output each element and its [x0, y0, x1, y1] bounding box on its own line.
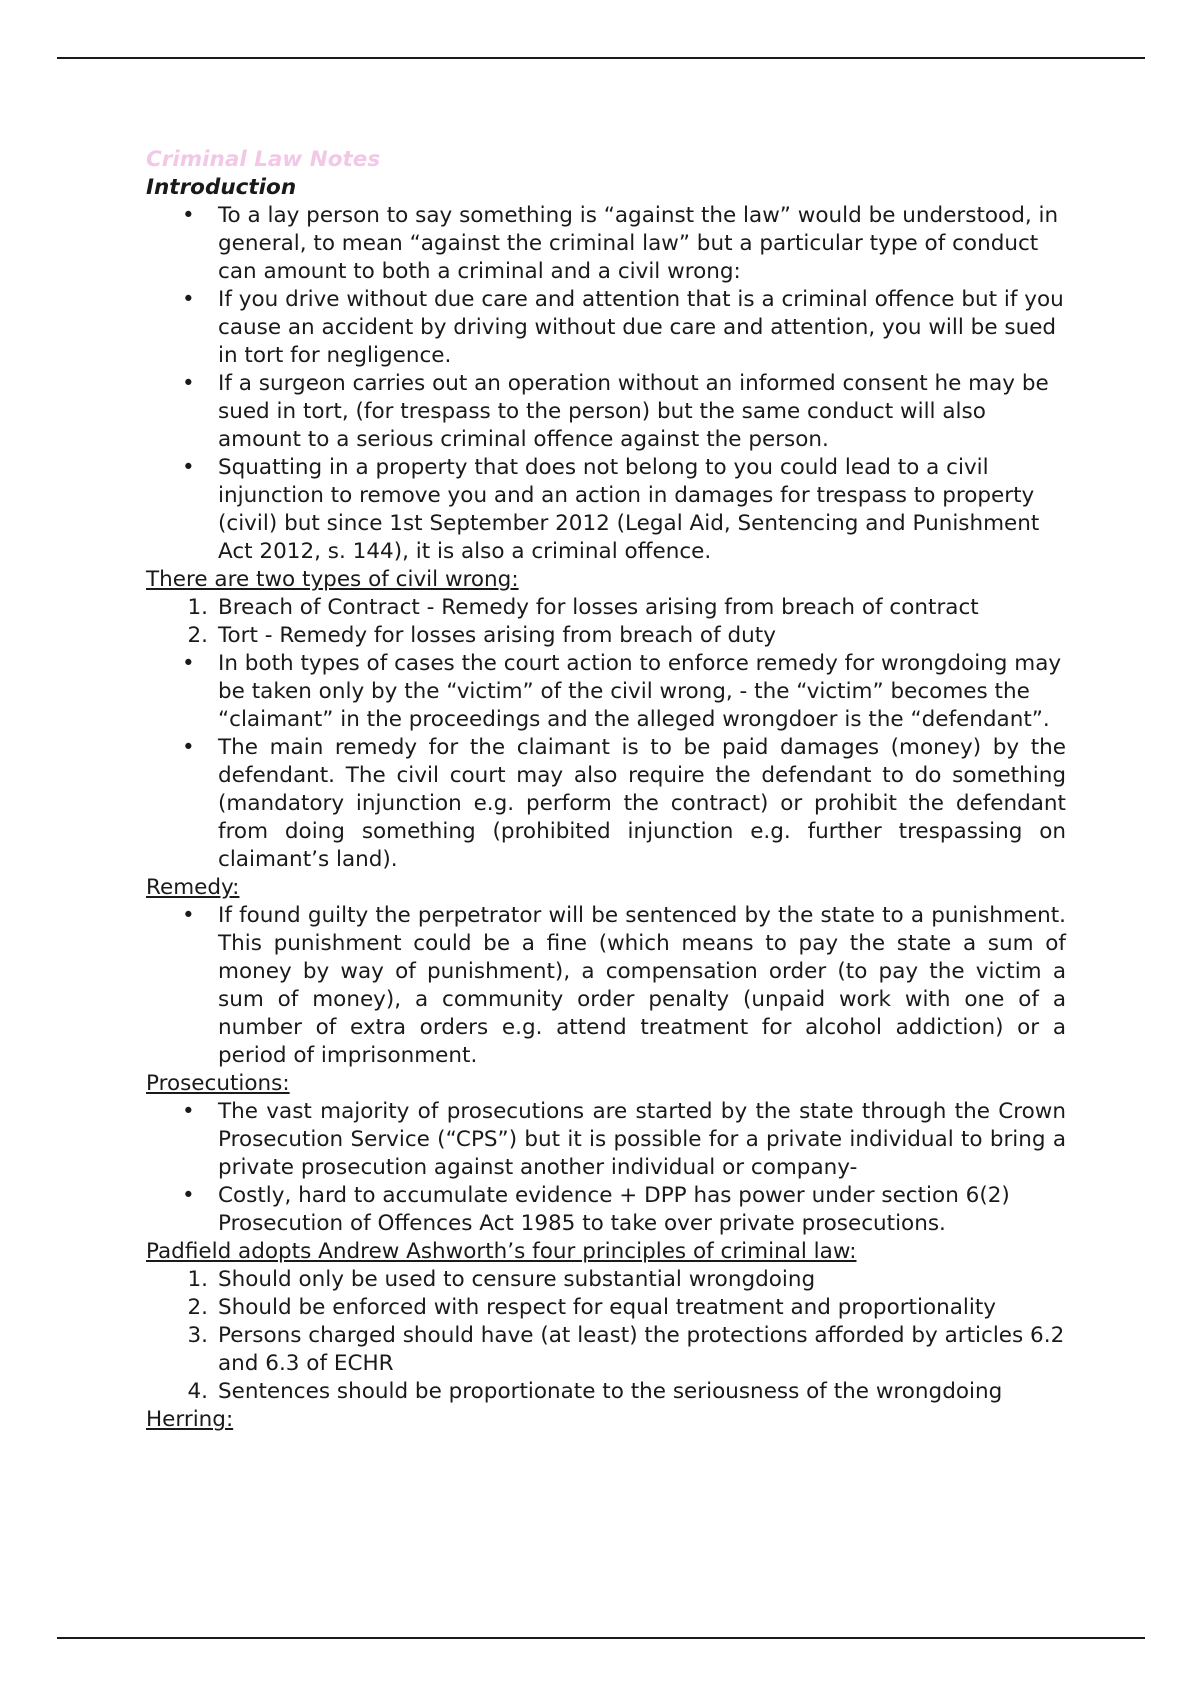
item-number: 2.: [187, 623, 208, 648]
item-number: 1.: [187, 595, 208, 620]
item-text: Breach of Contract - Remedy for losses arising from breach of contract: [218, 595, 979, 620]
item-text: Persons charged should have (at least) the protections afforded by articles 6.2 and 6.3 of ECHR: [218, 1323, 1065, 1376]
list-item: • The main remedy for the claimant is to be paid damages (money) by the defendant. The civil court may also require the defendant to do something (mandatory injunction e.g. perform the contract) or prohibit the defendant from doing something (prohibited injunction e.g. further trespassing on claimant’s land).: [146, 734, 1066, 874]
list-item: • To a lay person to say something is “against the law” would be understood, in general, to mean “against the criminal law” but a particular type of conduct can amount to both a criminal and a civil wrong:: [146, 202, 1066, 286]
item-text: Tort - Remedy for losses arising from breach of duty: [218, 623, 776, 648]
herring-heading: Herring:: [146, 1407, 234, 1432]
item-number: 1.: [187, 1267, 208, 1292]
numbered-item: [146, 1266, 1066, 1294]
item-text: Should only be used to censure substantial wrongdoing: [218, 1267, 816, 1292]
remedy-bullet-list: [146, 902, 1066, 1070]
footer-rule: [57, 1637, 1145, 1639]
item-text: Should be enforced with respect for equal treatment and proportionality: [218, 1295, 997, 1320]
document-body: [146, 146, 1066, 1434]
principles-list: [146, 1266, 1066, 1406]
list-item: • If found guilty the perpetrator will be sentenced by the state to a punishment. This punishment could be a fine (which means to pay the state a sum of money by way of punishment), a compensation order (to pay the victim a sum of money), a community order penalty (unpaid work with one of a number of extra orders e.g. attend treatment for alcohol addiction) or a period of imprisonment.: [146, 902, 1066, 1070]
header-rule: [57, 57, 1145, 59]
document-title: Criminal Law Notes: [146, 147, 381, 172]
list-item: • If you drive without due care and attention that is a criminal offence but if you cause an accident by driving without due care and attention, you will be sued in tort for negligence.: [146, 286, 1066, 370]
intro-bullet-list: [146, 202, 1066, 566]
prosecutions-heading: Prosecutions:: [146, 1071, 290, 1096]
civil-wrong-types-list: [146, 594, 1066, 650]
remedy-heading: Remedy:: [146, 875, 240, 900]
list-item: • Squatting in a property that does not belong to you could lead to a civil injunction to remove you and an action in damages for trespass to property (civil) but since 1st September 2012 (Legal Aid, Sentencing and Punishment Act 2012, s. 144), it is also a criminal offence.: [146, 454, 1066, 566]
numbered-item: [146, 1322, 1066, 1378]
numbered-item: [146, 1294, 1066, 1322]
list-item: • The vast majority of prosecutions are started by the state through the Crown Prosecution Service (“CPS”) but it is possible for a private individual to bring a private prosecution against another individual or company-: [146, 1098, 1066, 1182]
item-text: Sentences should be proportionate to the seriousness of the wrongdoing: [218, 1379, 1003, 1404]
prosecutions-bullet-list: [146, 1098, 1066, 1238]
principles-heading: Padfield adopts Andrew Ashworth’s four principles of criminal law:: [146, 1239, 857, 1264]
civil-wrong-bullet-list: [146, 650, 1066, 874]
item-number: 4.: [187, 1379, 208, 1404]
civil-wrong-heading: There are two types of civil wrong:: [146, 567, 519, 592]
item-number: 2.: [187, 1295, 208, 1320]
list-item: • In both types of cases the court action to enforce remedy for wrongdoing may be taken only by the “victim” of the civil wrong, - the “victim” becomes the “claimant” in the proceedings and the alleged wrongdoer is the “defendant”.: [146, 650, 1066, 734]
list-item: • If a surgeon carries out an operation without an informed consent he may be sued in tort, (for trespass to the person) but the same conduct will also amount to a serious criminal offence against the person.: [146, 370, 1066, 454]
section-title: Introduction: [146, 175, 297, 200]
numbered-item: [146, 622, 1066, 650]
list-item: • Costly, hard to accumulate evidence + DPP has power under section 6(2) Prosecution of Offences Act 1985 to take over private prosecutions.: [146, 1182, 1066, 1238]
numbered-item: [146, 594, 1066, 622]
numbered-item: [146, 1378, 1066, 1406]
item-number: 3.: [187, 1323, 208, 1348]
